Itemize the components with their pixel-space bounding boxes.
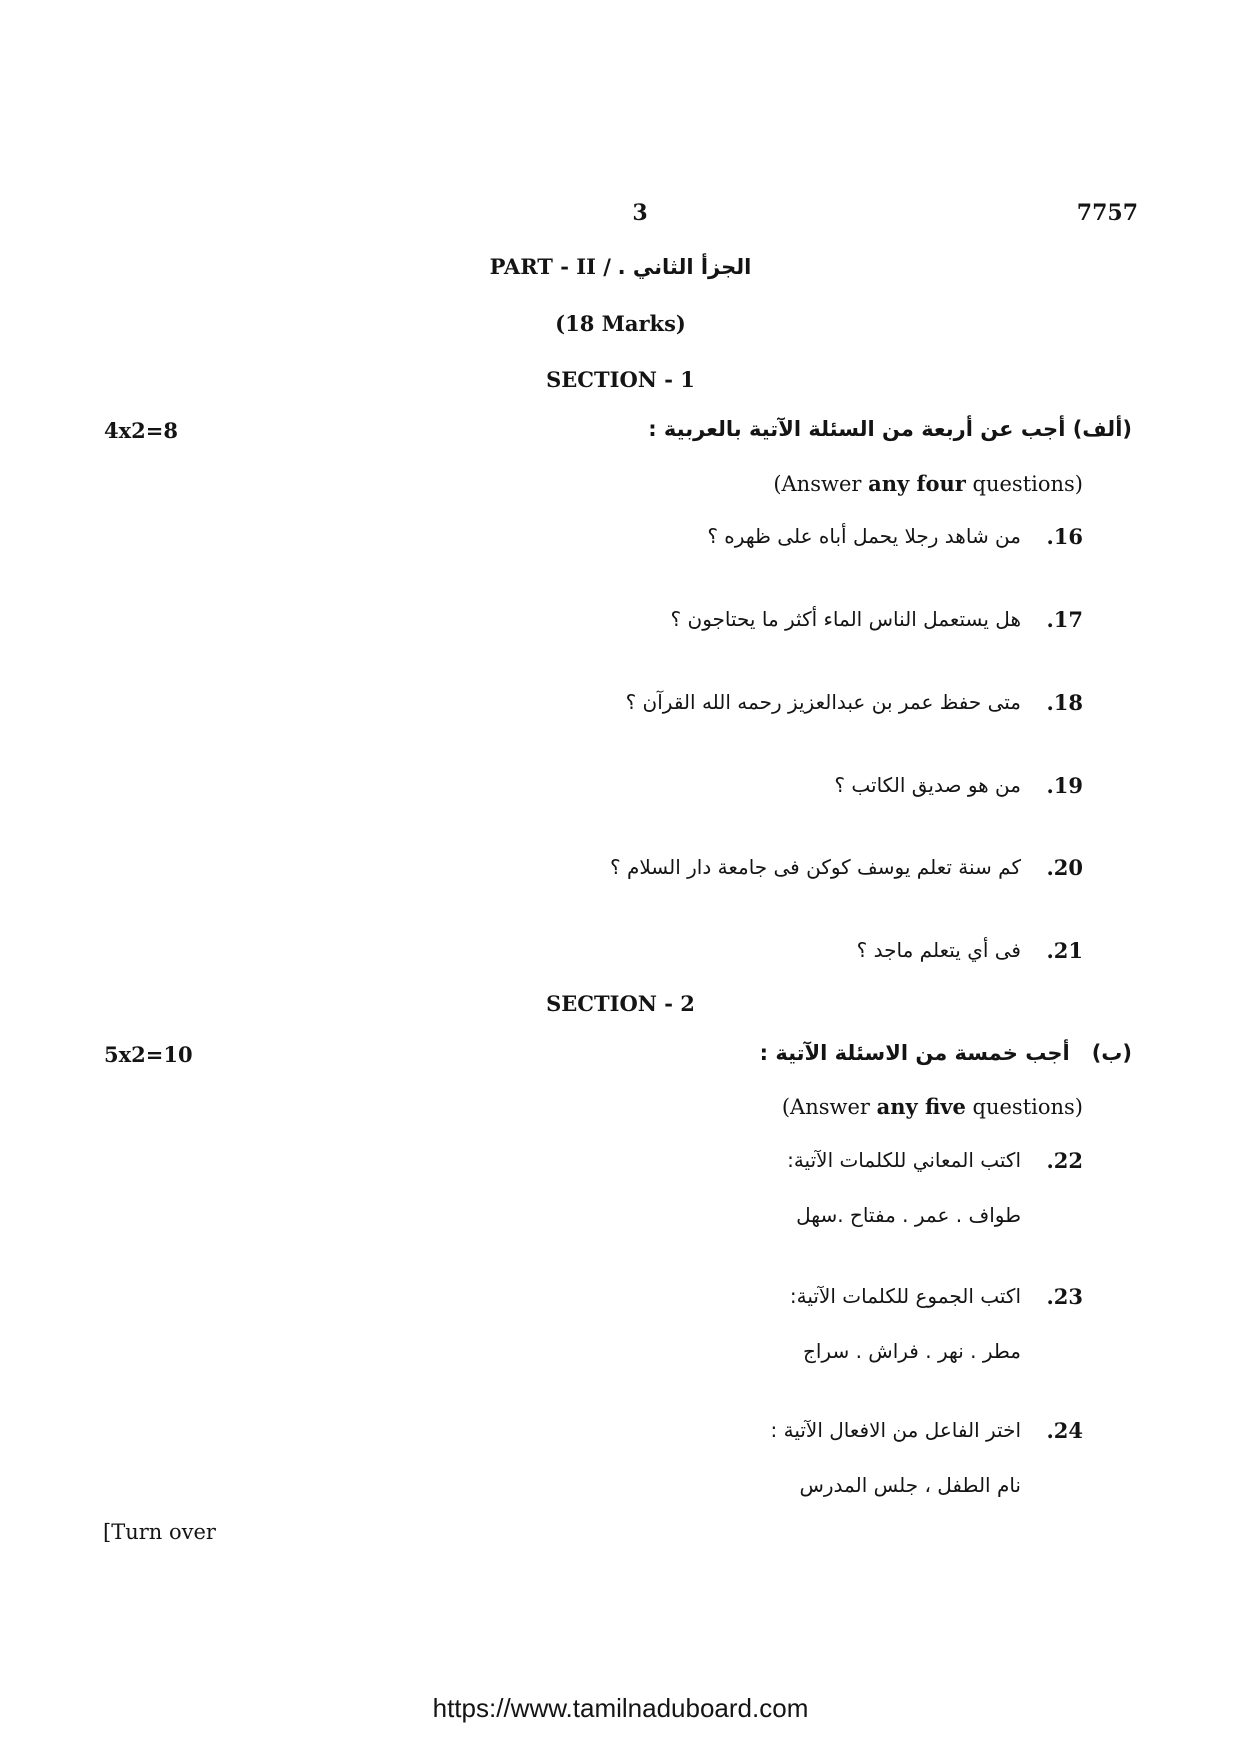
page-number: 3 bbox=[632, 200, 648, 226]
question-16-text: من شاهد رجلا يحمل أباه على ظهره ؟ bbox=[707, 524, 1021, 548]
section2-instruction-english bbox=[782, 1094, 1083, 1119]
section2-marks: 5x2=10 bbox=[104, 1042, 193, 1067]
section1-heading: SECTION - 1 bbox=[546, 367, 695, 392]
paper-code: 7757 bbox=[1076, 200, 1138, 226]
question-24-sentences: نام الطفل ، جلس المدرس bbox=[799, 1473, 1021, 1497]
question-17-text: هل يستعمل الناس الماء أكثر ما يحتاجون ؟ bbox=[670, 607, 1021, 631]
turn-over-note: [Turn over bbox=[103, 1520, 216, 1544]
question-21-text: فى أي يتعلم ماجد ؟ bbox=[856, 938, 1021, 962]
question-19-text: من هو صديق الكاتب ؟ bbox=[834, 773, 1021, 797]
question-23-number: .23 bbox=[1046, 1284, 1083, 1309]
question-22-words: طواف . عمر . مفتاح .سهل bbox=[796, 1203, 1021, 1227]
footer-url[interactable]: https://www.tamilnaduboard.com bbox=[432, 1693, 809, 1723]
question-16-number: .16 bbox=[1046, 524, 1083, 549]
part-heading bbox=[0, 254, 1241, 279]
section1-instruction-prefix: (Answer bbox=[773, 472, 869, 496]
question-18-text: متى حفظ عمر بن عبدالعزيز رحمه الله القرآن ؟ bbox=[625, 690, 1021, 714]
marks-heading: (18 Marks) bbox=[555, 311, 686, 336]
part-heading-english: PART - II / bbox=[489, 254, 611, 279]
section2-instruction-prefix: (Answer bbox=[781, 1095, 877, 1119]
section2-instruction-emphasis: any five bbox=[876, 1094, 966, 1119]
question-18-number: .18 bbox=[1046, 690, 1083, 715]
question-19-number: .19 bbox=[1046, 773, 1083, 798]
question-20-text: كم سنة تعلم يوسف كوكن فى جامعة دار السلام ؟ bbox=[610, 855, 1021, 879]
question-17-number: .17 bbox=[1046, 607, 1083, 632]
section1-marks: 4x2=8 bbox=[104, 418, 178, 443]
question-23-text: اكتب الجموع للكلمات الآتية: bbox=[789, 1284, 1021, 1308]
question-23-words: مطر . نهر . فراش . سراج bbox=[802, 1339, 1021, 1363]
question-24-number: .24 bbox=[1046, 1418, 1083, 1443]
part-heading-arabic: الجزأ الثاني . bbox=[617, 255, 752, 279]
question-20-number: .20 bbox=[1046, 855, 1083, 880]
question-22-number: .22 bbox=[1046, 1148, 1083, 1173]
section2-instruction-arabic: (ب) أجب خمسة من الاسئلة الآتية : bbox=[759, 1041, 1132, 1065]
question-21-number: .21 bbox=[1046, 938, 1083, 963]
section1-instruction-arabic: (ألف) أجب عن أربعة من السئلة الآتية بالعربية : bbox=[648, 417, 1132, 441]
section2-heading: SECTION - 2 bbox=[546, 991, 695, 1016]
section1-instruction-english bbox=[773, 471, 1083, 496]
question-22-text: اكتب المعاني للكلمات الآتية: bbox=[787, 1148, 1021, 1172]
question-24-text: اختر الفاعل من الافعال الآتية : bbox=[770, 1418, 1021, 1442]
section1-instruction-suffix: questions) bbox=[965, 472, 1083, 496]
section1-instruction-emphasis: any four bbox=[868, 471, 966, 496]
section2-instruction-suffix: questions) bbox=[965, 1095, 1083, 1119]
